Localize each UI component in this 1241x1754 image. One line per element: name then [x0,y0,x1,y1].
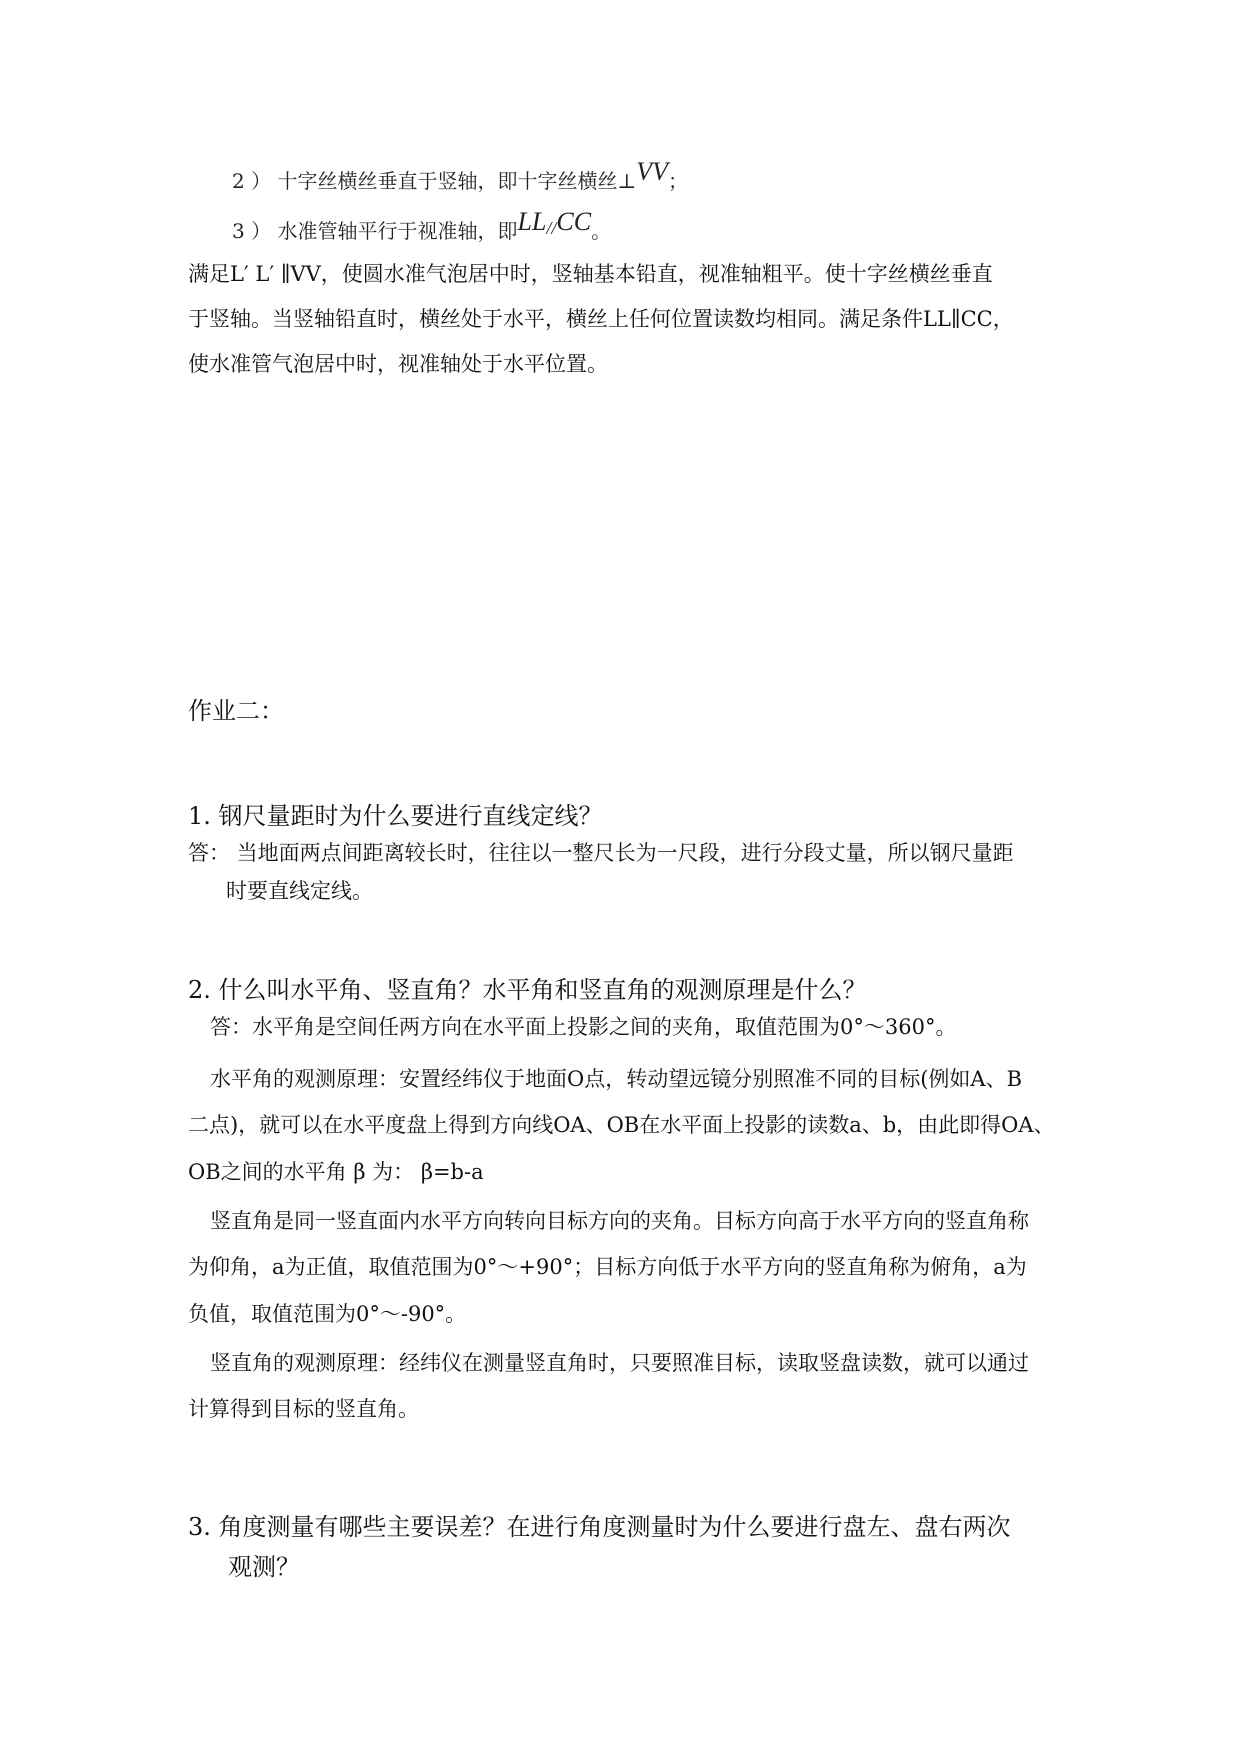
question-2: 2. 什么叫水平角、竖直角？水平角和竖直角的观测原理是什么？ [188,976,867,1004]
answer-2-line: 水平角的观测原理：安置经纬仪于地面O点，转动望远镜分别照准不同的目标(例如A、B [210,1067,1023,1091]
answer-2-line: 计算得到目标的竖直角。 [188,1397,419,1421]
parallel-symbol: // [546,218,557,238]
condition-3 [232,207,612,247]
answer-2-line: 竖直角的观测原理：经纬仪在测量竖直角时，只要照准目标，读取竖盘读数，就可以通过 [210,1351,1029,1375]
answer-2-line: 负值，取值范围为0°～-90°。 [188,1302,467,1326]
math-vv: VV [636,157,669,186]
explanation-line: 使水准管气泡居中时，视准轴处于水平位置。 [188,352,608,376]
answer-2-line: 二点)，就可以在水平度盘上得到方向线OA、OB在水平面上投影的读数a、b，由此即得OA、 [188,1113,1055,1137]
question-3: 3. 角度测量有哪些主要误差？在进行角度测量时为什么要进行盘左、盘右两次 [188,1513,1011,1541]
section-title: 作业二： [188,697,284,725]
condition-3-suffix: 。 [591,219,612,243]
answer-2-line: 竖直角是同一竖直面内水平方向转向目标方向的夹角。目标方向高于水平方向的竖直角称 [210,1209,1029,1233]
condition-2-suffix: ； [668,169,689,193]
answer-2-line: OB之间的水平角 β 为： β=b-a [188,1160,484,1184]
condition-3-text: 3 ） 水准管轴平行于视准轴，即 [232,219,518,243]
answer-2-line: 答：水平角是空间任两方向在水平面上投影之间的夹角，取值范围为0°～360°。 [210,1015,957,1039]
explanation-line: 于竖轴。当竖轴铅直时，横丝处于水平，横丝上任何位置读数均相同。满足条件LL∥CC， [188,307,1014,331]
math-cc: CC [556,207,592,236]
answer-1-line: 答： 当地面两点间距离较长时，往往以一整尺长为一尺段，进行分段丈量，所以钢尺量距 [188,841,1014,865]
perpendicular-symbol: ⊥ [617,169,637,193]
condition-2-text: 2 ） 十字丝横丝垂直于竖轴，即十字丝横丝 [232,169,618,193]
question-1: 1. 钢尺量距时为什么要进行直线定线？ [188,802,603,830]
question-3-cont: 观测？ [228,1553,300,1581]
answer-1-line: 时要直线定线。 [226,879,373,903]
math-ll: LL [517,207,547,236]
condition-2 [232,157,689,196]
explanation-line: 满足L′ L′ ∥VV，使圆水准气泡居中时，竖轴基本铅直，视准轴粗平。使十字丝横丝垂直 [188,262,993,286]
answer-2-line: 为仰角，a为正值，取值范围为0°～+90°；目标方向低于水平方向的竖直角称为俯角，a为 [188,1255,1027,1279]
